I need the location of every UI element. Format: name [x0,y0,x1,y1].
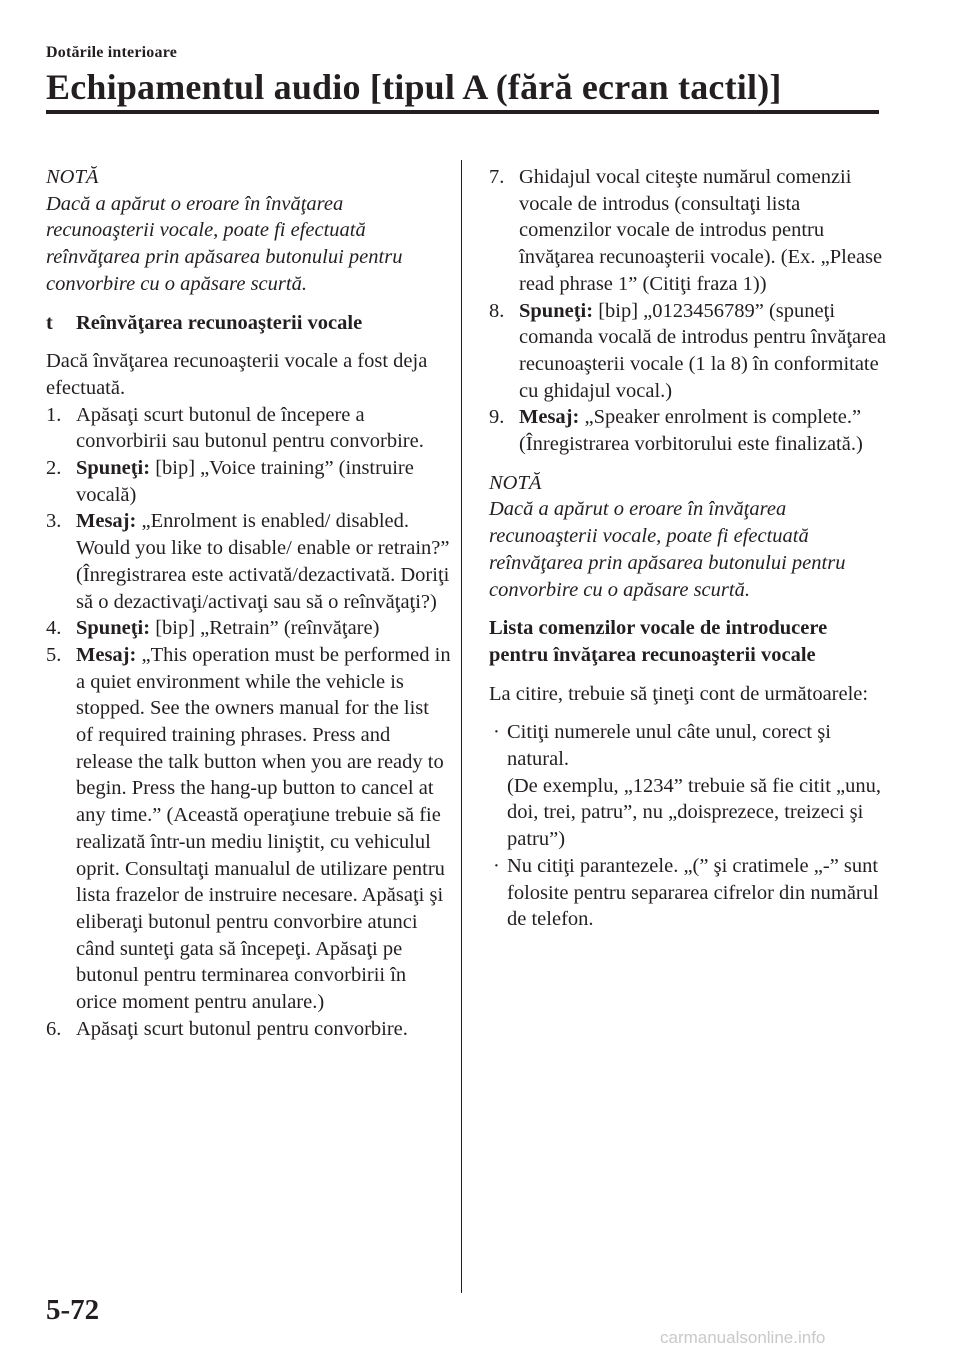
step-number: 3. [46,510,62,533]
step-number: 7. [489,166,505,188]
step-text: „Speaker enrolment is complete.” (Înregistrarea vorbitorului este finalizată.) [519,406,863,456]
step-item [46,642,451,1016]
spacer [489,707,889,719]
step-label: Mesaj: [519,406,580,429]
watermark: carmanualsonline.info [660,1328,826,1347]
page-number: 5-72 [46,1294,100,1326]
bullet-dot-icon: · [493,854,500,877]
header-section-label: Dotările interioare [46,44,178,61]
step-number: 4. [46,617,62,640]
bullet-text: Nu citiţi parantezele. „(” şi cratimele „-” sunt folosite pentru separarea cifrelor din numărul de telefon. [507,854,879,931]
note-label: NOTĂ [489,471,542,494]
column-divider [461,160,462,1293]
step-text: Apăsaţi scurt butonul de începere a convorbirii sau butonul pentru convorbire. [76,403,424,453]
spacer [489,458,889,470]
bullet-item [489,719,889,853]
step-label: Spuneţi: [76,457,151,480]
intro-paragraph: Dacă învăţarea recunoaşterii vocale a fost deja efectuată. [46,350,428,399]
step-item [46,402,451,455]
step-item [489,298,889,405]
bullet-example: (De exemplu, „1234” trebuie să fie citit „unu, doi, trei, patru”, nu „doisprezece, treizeci şi patru”) [507,774,881,851]
step-number: 8. [489,299,505,322]
header-divider [46,110,879,114]
step-label: Spuneţi: [76,617,151,640]
note-text: Dacă a apărut o eroare în învăţarea recunoaşterii vocale, poate fi efectuată reînvăţarea prin apăsarea butonului pentru convorbire cu o apăsare scurtă. [46,192,403,295]
section-heading [46,310,451,337]
step-text: Apăsaţi scurt butonul pentru convorbire. [76,1017,408,1040]
step-text: „This operation must be performed in a quiet environment while the vehicle is stopped. See the owners manual for the list of required training phrases. Press and release the talk button when you are ready to begin. Press the hang-up button to cancel at any time.” (Această operaţiune trebuie să fie realizată într-un mediu liniştit, cu vehiculul oprit. Consultaţi manualul de utilizare pentru lista frazelor de instruire necesare. Apăsaţi şi eliberaţi butonul pentru convorbire atunci când sunteţi gata să începeţi. Apăsaţi pe butonul pentru terminarea convorbirii în orice moment pentru anulare.) [76,643,451,1014]
step-label: Mesaj: [76,510,137,533]
list-heading: Lista comenzilor vocale de introducere pentru învăţarea recunoaşterii vocale [489,617,828,666]
step-item [46,455,451,508]
step-text: „Enrolment is enabled/ disabled. Would you like to disable/ enable or retrain?” (Înregistrarea este activată/dezactivată. Doriţi să o dezactivaţi/activaţi sau să o reînvăţaţi?) [76,510,450,613]
step-number: 2. [46,457,62,480]
step-text: [bip] „Voice training” (instruire vocală) [76,457,414,506]
step-item [489,404,889,457]
page-title: Echipamentul audio [tipul A (fără ecran tactil)] [46,67,782,107]
step-text: [bip] „0123456789” (spuneţi comanda vocală de introdus pentru învăţarea recunoaşterii vocale (1 la 8) în conformitate cu ghidajul vocal.) [519,299,887,402]
bullet-text: Citiţi numerele unul câte unul, corect şi natural. [507,721,831,771]
step-text: [bip] „Retrain” (reînvăţare) [155,617,380,640]
step-item [46,508,451,615]
step-label: Mesaj: [76,643,137,666]
right-column [489,164,889,933]
bullet-dot-icon: · [493,721,500,744]
step-number: 9. [489,406,505,429]
step-item [46,615,451,642]
section-heading-text: Reînvăţarea recunoaşterii vocale [76,311,363,334]
list-intro: La citire, trebuie să ţineţi cont de următoarele: [489,682,869,705]
step-number: 5. [46,643,62,666]
step-text: Ghidajul vocal citeşte numărul comenzii vocale de introdus (consultaţi lista comenzilor vocale de introdus pentru învăţarea recunoaşterii vocale). (Ex. „Please read phrase 1” (Citiţi fraza 1)) [519,166,883,295]
step-number: 1. [46,403,62,426]
step-label: Spuneţi: [519,299,594,322]
note-text: Dacă a apărut o eroare în învăţarea recunoaşterii vocale, poate fi efectuată reînvăţarea prin apăsarea butonului pentru convorbire cu o apăsare scurtă. [489,498,846,601]
note-label: NOTĂ [46,166,99,188]
step-item [489,164,889,298]
bullet-item [489,853,889,933]
step-number: 6. [46,1017,62,1040]
section-marker-icon: t [46,311,53,334]
left-column [46,164,451,1043]
step-item [46,1016,451,1043]
